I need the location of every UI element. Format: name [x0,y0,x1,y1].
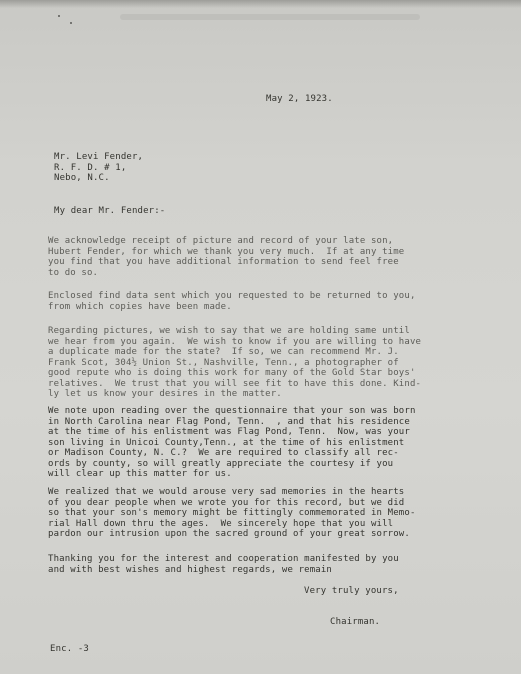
enclosure-note: Enc. -3 [50,644,89,654]
paragraph-memories [48,487,416,540]
paragraph-line: a duplicate made for the state? If so, we can recommend Mr. J. [48,347,399,357]
paragraph-line: Thanking you for the interest and cooperation manifested by you [48,554,399,564]
paragraph-line: pardon our intrusion upon the sacred ground of your great sorrow. [48,529,410,539]
salutation: My dear Mr. Fender:- [54,206,166,216]
paragraph-questionnaire [48,406,416,480]
paragraph-line: We note upon reading over the questionnaire that your son was born [48,406,416,416]
paragraph-line: in North Carolina near Flag Pond, Tenn. , and that his residence [48,416,410,427]
address-line: Nebo, N.C. [54,173,110,183]
paragraph-line: you find that you have additional information to send feel free [48,257,399,267]
paragraph-line: good repute who is doing this work for many of the Gold Star boys' [48,368,416,378]
ink-speck [70,22,72,24]
signature-title: Chairman. [330,617,381,627]
paragraph-line: of you dear people when we wrote you for this record, but we did [48,497,405,508]
paragraph-line: We realized that we would arouse very sad memories in the hearts [48,487,405,497]
paragraph-line: relatives. We trust that you will see fit to have this done. Kind- [48,378,422,389]
paragraph-line: Enclosed find data sent which you requested to be returned to you, [48,291,416,301]
paragraph-line: rial Hall down thru the ages. We sincerely hope that you will [48,518,394,529]
paragraph-line: Frank Scot, 304½ Union St., Nashville, Tenn., a photographer of [48,357,399,368]
paragraph-line: Hubert Fender, for which we thank you very much. If at any time [48,246,405,257]
address-line: R. F. D. # 1, [54,162,127,173]
paragraph-line: We acknowledge receipt of picture and record of your late son, [48,236,394,246]
closing: Very truly yours, [304,586,399,596]
paragraph-line: and with best wishes and highest regards, we remain [48,564,332,575]
paragraph-line: ords by county, so will greatly appreciate the courtesy if you [48,458,394,469]
letter-date: May 2, 1923. [266,94,333,104]
paragraph-pictures [48,326,421,400]
scan-edge-shadow [0,0,521,8]
paragraph-line: ly let us know your desires in the matter. [48,389,282,399]
recipient-address [54,152,143,184]
ink-speck [58,15,60,17]
paragraph-line: son living in Unicoi County,Tenn., at the time of his enlistment [48,437,405,448]
paragraph-line: at the time of his enlistment was Flag Pond, Tenn. Now, was your [48,427,410,437]
faint-letterhead-bleed [120,14,420,20]
paragraph-line: or Madison County, N. C.? We are required to classify all rec- [48,448,399,458]
paragraph-acknowledgement [48,236,404,278]
address-line: Mr. Levi Fender, [54,152,144,162]
paragraph-line: we hear from you again. We wish to know if you are willing to have [48,336,422,347]
paragraph-thanks [48,554,399,575]
paragraph-enclosure-note [48,291,416,312]
paragraph-line: so that your son's memory might be fittingly commemorated in Memo- [48,508,416,518]
paragraph-line: to do so. [48,267,99,278]
paragraph-line: Regarding pictures, we wish to say that we are holding same until [48,326,410,336]
paragraph-line: will clear up this matter for us. [48,469,232,479]
paragraph-line: from which copies have been made. [48,301,232,312]
